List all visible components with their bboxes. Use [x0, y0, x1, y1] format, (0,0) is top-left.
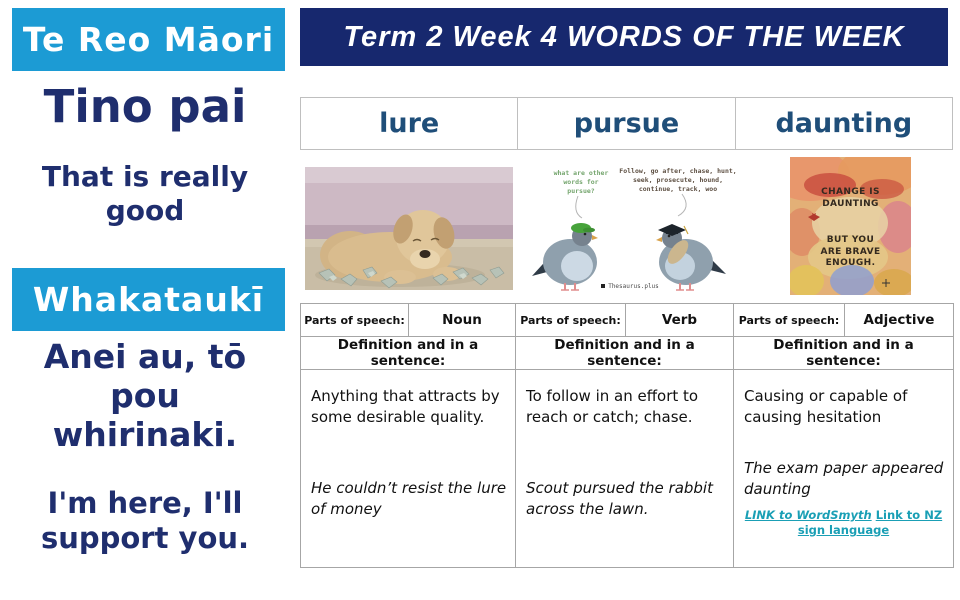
- pos-label-pursue: Parts of speech:: [516, 304, 626, 337]
- page-title-text: Term 2 Week 4 WORDS OF THE WEEK: [343, 20, 905, 53]
- definition-pursue: To follow in an effort to reach or catch; chase.: [526, 387, 699, 426]
- painting-background: [790, 157, 911, 295]
- image-credit: [520, 283, 740, 290]
- painting-text-bottom: BUT YOU ARE BRAVE ENOUGH.: [820, 235, 881, 268]
- pos-value-lure: Noun: [409, 304, 516, 337]
- definition-body-row: [301, 370, 954, 568]
- whakatauki-banner: [12, 268, 285, 331]
- definition-daunting: Causing or capable of causing hesitation: [744, 387, 908, 426]
- definitions-table: [300, 303, 954, 568]
- word-lure: lure: [379, 108, 440, 139]
- parts-of-speech-row: [301, 304, 954, 337]
- thesaurus-logo-icon: [601, 284, 605, 288]
- nz-sign-language-link[interactable]: Link to NZ sign language: [797, 508, 943, 537]
- pigeon-question-text: what are other words for pursue?: [553, 169, 609, 195]
- definition-cell-daunting: [734, 370, 954, 568]
- te-reo-maori-title: Te Reo Māori: [22, 20, 275, 59]
- change-is-daunting-painting: [790, 157, 911, 295]
- word-header-row: [300, 97, 953, 150]
- maori-proverb: Anei au, tō pou whirinaki.: [43, 337, 247, 454]
- sentence-pursue: Scout pursued the rabbit across the lawn.: [526, 479, 713, 518]
- sentence-lure: He couldn’t resist the lure of money: [311, 479, 507, 518]
- def-header-lure: Definition and in a sentence:: [301, 337, 516, 370]
- word-pursue: pursue: [517, 98, 734, 149]
- painting-text-top: CHANGE IS DAUNTING: [821, 187, 880, 209]
- te-reo-maori-banner: [12, 8, 285, 71]
- pos-value-daunting: Adjective: [845, 304, 954, 337]
- pos-value-pursue: Verb: [626, 304, 734, 337]
- maori-proverb-translation: I'm here, I'll support you.: [40, 486, 250, 555]
- image-credit-text: Thesaurus.plus: [608, 283, 659, 290]
- definition-lure: Anything that attracts by some desirable quality.: [311, 387, 500, 426]
- pos-label-lure: Parts of speech:: [301, 304, 409, 337]
- def-header-daunting: Definition and in a sentence:: [734, 337, 954, 370]
- wordsmyth-link[interactable]: LINK to WordSmyth: [744, 508, 872, 522]
- pigeon-answer-text: Follow, go after, chase, hunt, seek, prosecute, hound, continue, track, woo: [619, 167, 737, 193]
- maori-phrase-translation: That is really good: [41, 160, 249, 227]
- page-title: [300, 8, 948, 66]
- word-daunting: daunting: [735, 98, 952, 149]
- dog-illustration: [305, 167, 513, 290]
- definition-cell-pursue: [516, 370, 734, 568]
- pigeons-thesaurus-image: [520, 162, 740, 297]
- sentence-daunting: The exam paper appeared daunting: [744, 459, 944, 498]
- dog-chewing-money-image: [305, 167, 513, 290]
- resource-links: [736, 508, 951, 538]
- def-header-pursue: Definition and in a sentence:: [516, 337, 734, 370]
- whakatauki-title: Whakataukī: [32, 280, 265, 319]
- maori-phrase: Tino pai: [43, 80, 247, 133]
- definition-header-row: [301, 337, 954, 370]
- pos-label-daunting: Parts of speech:: [734, 304, 845, 337]
- definition-cell-lure: [301, 370, 516, 568]
